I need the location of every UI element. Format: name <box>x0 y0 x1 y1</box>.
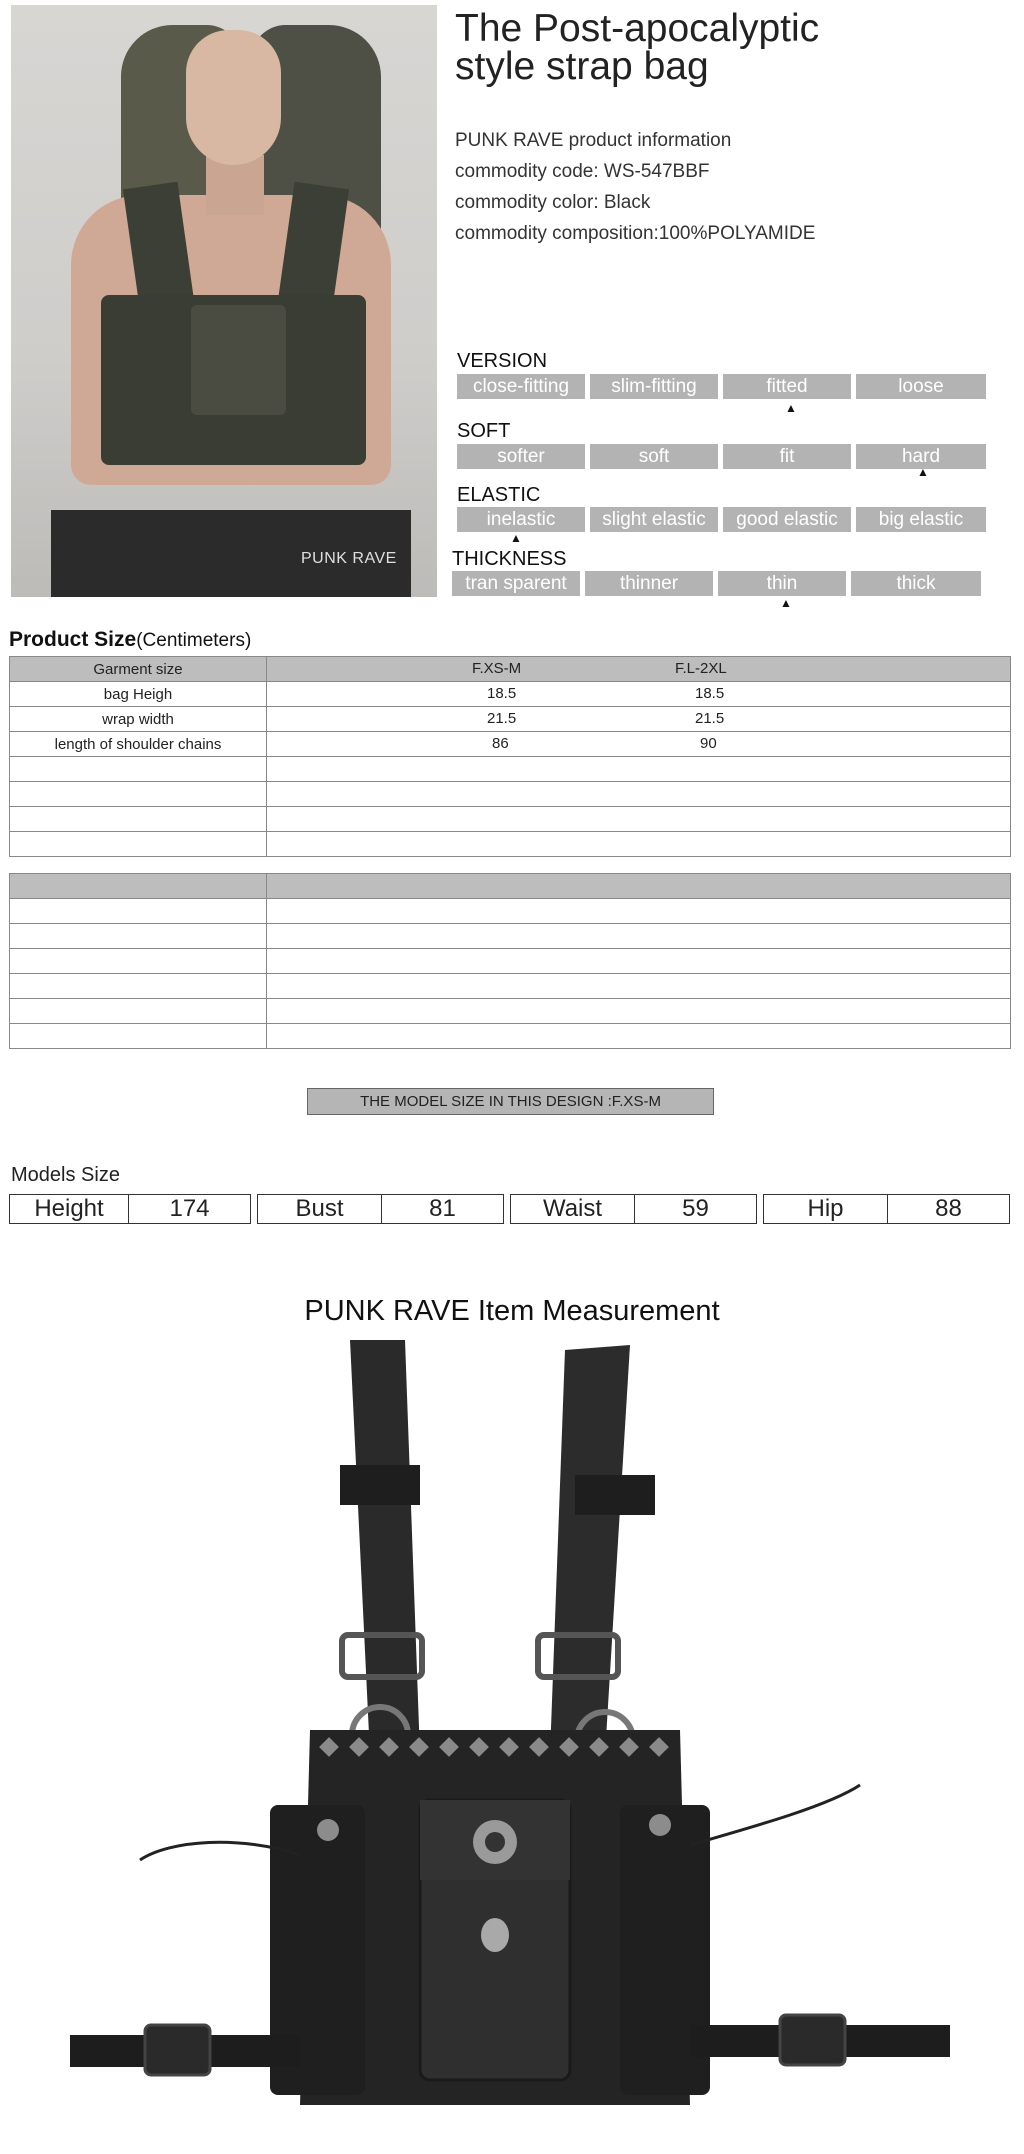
row-label: bag Heigh <box>10 682 267 707</box>
size-value: 90 <box>700 735 717 752</box>
product-info <box>455 125 815 249</box>
selected-arrow-icon: ▲ <box>785 401 797 415</box>
table-header-row <box>10 874 1011 899</box>
elastic-option: slight elastic <box>590 507 718 532</box>
model-face <box>186 30 281 165</box>
version-option: fitted <box>723 374 851 399</box>
thickness-option: thin <box>718 571 846 596</box>
soft-options <box>457 444 986 469</box>
size-value: 18.5 <box>695 685 725 702</box>
thickness-options <box>452 571 981 596</box>
table-row <box>10 924 1011 949</box>
thickness-option: tran sparent <box>452 571 580 596</box>
table-row <box>10 732 1011 757</box>
soft-option: hard <box>856 444 986 469</box>
version-option: loose <box>856 374 986 399</box>
version-option: close-fitting <box>457 374 585 399</box>
watermark: PUNK RAVE <box>301 550 397 567</box>
size-headers <box>267 657 1011 682</box>
vest-pocket <box>191 305 286 415</box>
measure-label: Hip <box>763 1194 888 1224</box>
info-heading: PUNK RAVE product information <box>455 130 732 151</box>
soft-label: SOFT <box>457 420 511 442</box>
models-size-row <box>9 1194 1010 1224</box>
measurement-title: PUNK RAVE Item Measurement <box>304 1295 720 1327</box>
elastic-options <box>457 507 986 532</box>
soft-option: soft <box>590 444 718 469</box>
table-row <box>10 899 1011 924</box>
selected-arrow-icon: ▲ <box>917 465 929 479</box>
elastic-option: good elastic <box>723 507 851 532</box>
row-label: wrap width <box>10 707 267 732</box>
model-measure <box>9 1194 251 1224</box>
commodity-composition: commodity composition:100%POLYAMIDE <box>455 223 816 244</box>
product-title <box>455 7 1015 88</box>
model-measure <box>257 1194 504 1224</box>
title-line: The Post-apocalyptic <box>455 7 820 50</box>
model-size-note: THE MODEL SIZE IN THIS DESIGN :F.XS-M <box>307 1088 714 1115</box>
product-size-table <box>9 656 1011 857</box>
bag-product-image <box>60 1335 970 2150</box>
commodity-code: commodity code: WS-547BBF <box>455 161 710 182</box>
version-options <box>457 374 986 399</box>
table-row <box>10 757 1011 782</box>
table-row <box>10 949 1011 974</box>
measure-value: 88 <box>888 1194 1010 1224</box>
table-row <box>10 782 1011 807</box>
selected-arrow-icon: ▲ <box>510 531 522 545</box>
table-row <box>10 807 1011 832</box>
measure-label: Waist <box>510 1194 635 1224</box>
product-size-title: Product Size(Centimeters) <box>9 628 252 651</box>
table-header-row <box>10 657 1011 682</box>
measure-value: 174 <box>129 1194 251 1224</box>
size-value: 21.5 <box>487 710 517 727</box>
size-header: F.XS-M <box>472 660 522 677</box>
measure-label: Height <box>9 1194 129 1224</box>
measure-label: Bust <box>257 1194 382 1224</box>
model-measure <box>763 1194 1010 1224</box>
thickness-option: thinner <box>585 571 713 596</box>
table-row <box>10 999 1011 1024</box>
size-header: F.L-2XL <box>675 660 727 677</box>
model-measure <box>510 1194 757 1224</box>
measure-value: 81 <box>382 1194 504 1224</box>
table-row <box>10 974 1011 999</box>
table-row <box>10 707 1011 732</box>
thickness-option: thick <box>851 571 981 596</box>
thickness-label: THICKNESS <box>452 548 567 570</box>
garment-size-header: Garment size <box>10 657 267 682</box>
extra-size-table <box>9 873 1011 1049</box>
model-photo <box>11 5 437 597</box>
title-line: style strap bag <box>455 45 709 88</box>
elastic-label: ELASTIC <box>457 484 541 506</box>
models-size-title: Models Size <box>11 1164 120 1186</box>
version-option: slim-fitting <box>590 374 718 399</box>
version-label: VERSION <box>457 350 548 372</box>
table-row <box>10 682 1011 707</box>
soft-option: softer <box>457 444 585 469</box>
soft-option: fit <box>723 444 851 469</box>
row-label: length of shoulder chains <box>10 732 267 757</box>
measure-value: 59 <box>635 1194 757 1224</box>
table-row <box>10 1024 1011 1049</box>
selected-arrow-icon: ▲ <box>780 596 792 610</box>
elastic-option: big elastic <box>856 507 986 532</box>
size-value: 21.5 <box>695 710 725 727</box>
table-row <box>10 832 1011 857</box>
size-value: 86 <box>492 735 509 752</box>
elastic-option: inelastic <box>457 507 585 532</box>
commodity-color: commodity color: Black <box>455 192 651 213</box>
size-value: 18.5 <box>487 685 517 702</box>
